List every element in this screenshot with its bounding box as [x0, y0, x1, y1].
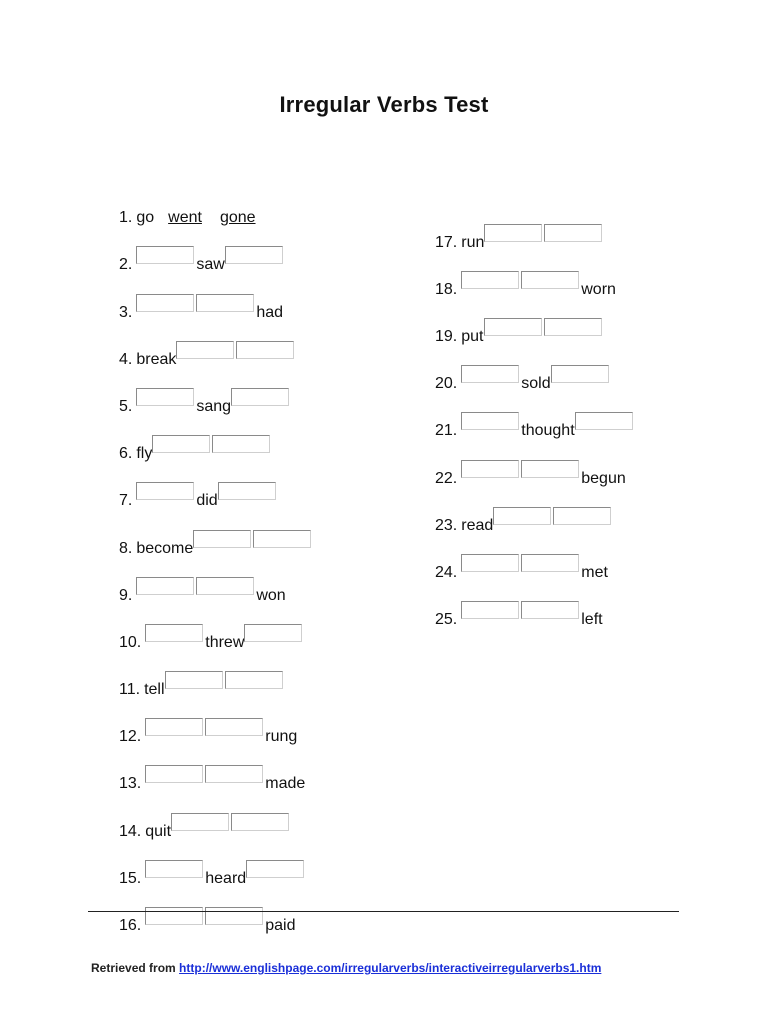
verb-row: [119, 699, 313, 746]
verb-row: [435, 582, 635, 629]
item-number: 5.: [119, 397, 133, 415]
past-form: thought: [521, 422, 575, 440]
past-answer-input[interactable]: [484, 318, 542, 336]
base-answer-input[interactable]: [145, 624, 203, 642]
item-number: 1.: [119, 209, 133, 227]
participle-answer-input[interactable]: [231, 388, 289, 406]
item-number: 22.: [435, 469, 458, 487]
item-number: 24.: [435, 563, 458, 581]
base-form: become: [136, 539, 194, 557]
base-form: fly: [136, 445, 153, 463]
item-number: 7.: [119, 492, 133, 510]
past-form: did: [196, 492, 218, 510]
base-form: tell: [144, 681, 165, 699]
verb-row: [119, 841, 313, 888]
item-number: 18.: [435, 281, 458, 299]
verb-row: [435, 440, 635, 487]
item-number: 8.: [119, 539, 133, 557]
verb-row: [435, 205, 635, 252]
past-answer-input[interactable]: [176, 341, 234, 359]
item-number: 25.: [435, 610, 458, 628]
base-answer-input[interactable]: [136, 246, 194, 264]
base-answer-input[interactable]: [461, 460, 519, 478]
example-row: [119, 180, 313, 227]
base-answer-input[interactable]: [145, 765, 203, 783]
verb-row: [119, 510, 313, 557]
item-number: 11.: [119, 681, 141, 699]
verb-row: [435, 299, 635, 346]
verb-row: [435, 488, 635, 535]
item-number: 9.: [119, 586, 133, 604]
base-form: run: [461, 234, 485, 252]
item-number: 23.: [435, 516, 458, 534]
item-number: 21.: [435, 422, 458, 440]
verb-row: [435, 535, 635, 582]
item-number: 20.: [435, 375, 458, 393]
item-number: 4.: [119, 350, 133, 368]
base-form: break: [136, 350, 177, 368]
past-answer-input[interactable]: [205, 907, 263, 925]
past-form: sang: [196, 397, 232, 415]
past-answer-input[interactable]: [484, 224, 542, 242]
participle-answer-input[interactable]: [225, 246, 283, 264]
participle-form: met: [581, 563, 608, 581]
item-number: 17.: [435, 234, 458, 252]
item-number: 3.: [119, 303, 133, 321]
verb-list-left: [119, 180, 313, 935]
verb-row: [119, 793, 313, 840]
past-answer-input[interactable]: [521, 271, 579, 289]
participle-answer-input[interactable]: [244, 624, 302, 642]
past-form: sold: [521, 375, 551, 393]
participle-answer-input[interactable]: [218, 482, 276, 500]
base-answer-input[interactable]: [461, 601, 519, 619]
base-answer-input[interactable]: [145, 860, 203, 878]
verb-row: [435, 393, 635, 440]
participle-answer-input[interactable]: [575, 412, 633, 430]
participle-form: paid: [265, 917, 296, 934]
base-form: read: [461, 516, 494, 534]
verb-row: [119, 227, 313, 274]
base-answer-input[interactable]: [461, 271, 519, 289]
source-prefix: Retrieved from: [91, 961, 176, 975]
past-answer-input[interactable]: [196, 294, 254, 312]
participle-form: made: [265, 775, 306, 793]
participle-form: left: [581, 610, 603, 628]
past-answer-input[interactable]: [171, 813, 229, 831]
participle-form: had: [256, 303, 284, 321]
past-form: threw: [205, 633, 245, 651]
past-answer-input[interactable]: [521, 601, 579, 619]
participle-answer-input[interactable]: [253, 530, 311, 548]
item-number: 15.: [119, 869, 142, 887]
base-form: go: [136, 209, 155, 227]
item-number: 16.: [119, 917, 142, 934]
base-answer-input[interactable]: [145, 718, 203, 736]
verb-row: [119, 369, 313, 416]
verb-row: [119, 652, 313, 699]
verb-row: [119, 746, 313, 793]
participle-answer-input[interactable]: [212, 435, 270, 453]
verb-row: [119, 463, 313, 510]
item-number: 19.: [435, 328, 458, 346]
verb-row: [119, 416, 313, 463]
base-answer-input[interactable]: [461, 365, 519, 383]
past-answer-input[interactable]: [152, 435, 210, 453]
past-answer-input[interactable]: [196, 577, 254, 595]
past-answer-input[interactable]: [205, 718, 263, 736]
verb-row: [119, 274, 313, 321]
verb-row: [119, 322, 313, 369]
participle-answer-input[interactable]: [553, 507, 611, 525]
past-form: heard: [205, 869, 247, 887]
footer-divider: [88, 911, 679, 912]
past-answer-input[interactable]: [193, 530, 251, 548]
participle-form: gone: [219, 209, 256, 227]
base-answer-input[interactable]: [136, 577, 194, 595]
verb-row: [435, 252, 635, 299]
participle-form: begun: [581, 469, 626, 487]
participle-form: rung: [265, 728, 298, 746]
participle-form: won: [256, 586, 286, 604]
item-number: 10.: [119, 633, 142, 651]
participle-form: worn: [581, 281, 616, 299]
verb-row: [119, 605, 313, 652]
item-number: 2.: [119, 256, 133, 274]
past-form: went: [168, 209, 202, 227]
participle-answer-input[interactable]: [551, 365, 609, 383]
item-number: 12.: [119, 728, 142, 746]
past-answer-input[interactable]: [521, 554, 579, 572]
item-number: 6.: [119, 445, 133, 463]
base-form: quit: [145, 822, 172, 840]
item-number: 13.: [119, 775, 142, 793]
base-answer-input[interactable]: [461, 412, 519, 430]
source-link[interactable]: http://www.englishpage.com/irregularverbs/interactiveirregularverbs1.htm: [179, 961, 602, 975]
past-answer-input[interactable]: [521, 460, 579, 478]
base-answer-input[interactable]: [145, 907, 203, 925]
base-form: put: [461, 328, 484, 346]
item-number: 14.: [119, 822, 142, 840]
page-title: Irregular Verbs Test: [279, 92, 489, 117]
participle-answer-input[interactable]: [231, 813, 289, 831]
base-answer-input[interactable]: [136, 388, 194, 406]
past-answer-input[interactable]: [493, 507, 551, 525]
participle-answer-input[interactable]: [246, 860, 304, 878]
participle-answer-input[interactable]: [225, 671, 283, 689]
base-answer-input[interactable]: [136, 294, 194, 312]
participle-answer-input[interactable]: [544, 224, 602, 242]
participle-answer-input[interactable]: [236, 341, 294, 359]
past-answer-input[interactable]: [165, 671, 223, 689]
past-answer-input[interactable]: [205, 765, 263, 783]
source-credit: [91, 961, 601, 975]
verb-row: [119, 558, 313, 605]
verb-list-right: [435, 205, 635, 629]
participle-answer-input[interactable]: [544, 318, 602, 336]
past-form: saw: [196, 256, 225, 274]
base-answer-input[interactable]: [136, 482, 194, 500]
verb-row: [435, 346, 635, 393]
base-answer-input[interactable]: [461, 554, 519, 572]
